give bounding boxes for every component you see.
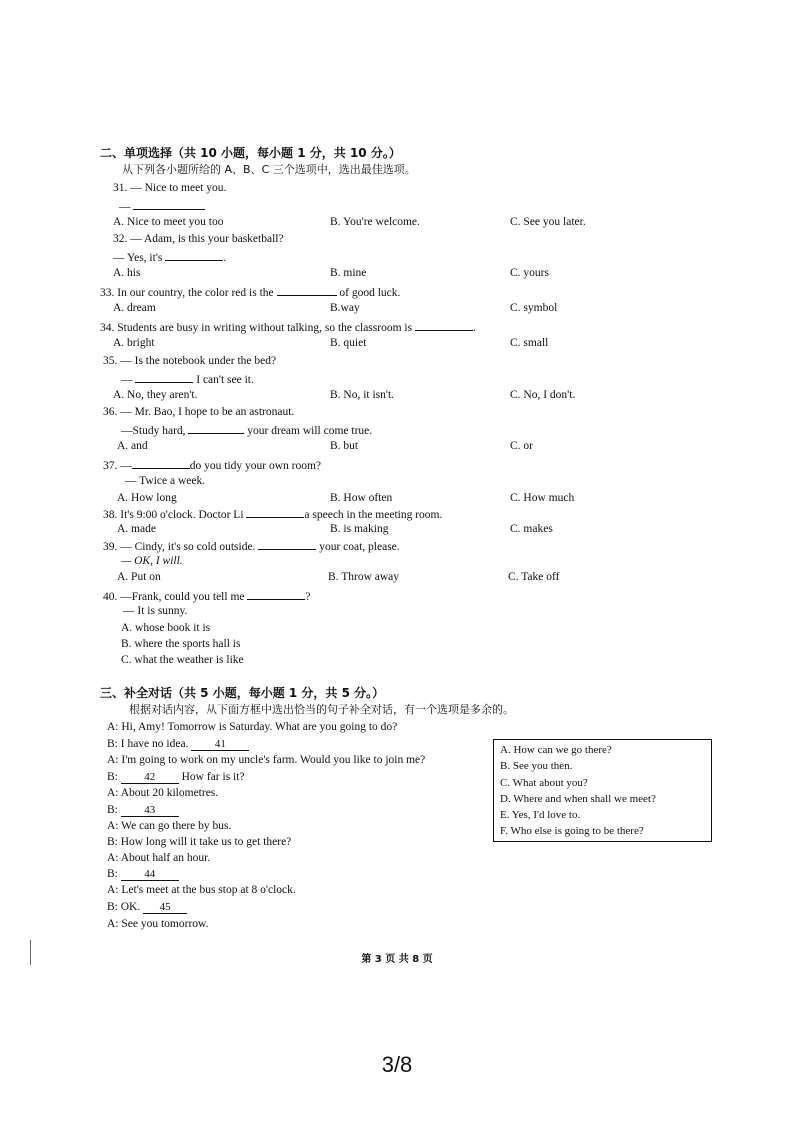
option-c[interactable]: C. small: [510, 337, 549, 349]
answer-blank-43[interactable]: 43: [121, 803, 179, 817]
option-b[interactable]: B. How often: [330, 492, 393, 504]
answer-blank[interactable]: [277, 284, 337, 296]
dialogue-line-12: B: OK. 45: [107, 900, 187, 914]
dialogue-line-4: B: 42 How far is it?: [107, 771, 245, 783]
question-40-stem: 40. —Frank, could you tell me ?: [103, 588, 310, 604]
option-a[interactable]: A. made: [117, 523, 156, 535]
question-40-option-c[interactable]: C. what the weather is like: [121, 654, 244, 666]
option-c[interactable]: C. makes: [510, 523, 553, 535]
question-33-stem: 33. In our country, the color red is the of good luck.: [100, 284, 400, 300]
option-b[interactable]: B. Throw away: [328, 571, 400, 583]
dialogue-line-1: A: Hi, Amy! Tomorrow is Saturday. What are you going to do?: [107, 721, 398, 733]
answer-blank-41[interactable]: 41: [191, 737, 249, 751]
option-c[interactable]: C. yours: [510, 267, 549, 279]
option-a[interactable]: A. Nice to meet you too: [113, 216, 224, 228]
question-39-response: — OK, I will.: [121, 555, 183, 567]
option-c[interactable]: C. How much: [510, 492, 575, 504]
option-a[interactable]: A. No, they aren't.: [113, 389, 198, 401]
question-34-stem: 34. Students are busy in writing without talking, so the classroom is .: [100, 319, 476, 335]
question-39-stem: 39. — Cindy, it's so cold outside. your coat, please.: [103, 538, 400, 554]
question-40-option-a[interactable]: A. whose book it is: [121, 622, 211, 634]
question-32-stem: 32. — Adam, is this your basketball?: [113, 233, 284, 245]
question-33-options: [113, 301, 713, 315]
question-35-response: — I can't see it.: [121, 371, 254, 387]
option-a[interactable]: A. bright: [113, 337, 155, 349]
answer-blank[interactable]: [246, 506, 304, 518]
answer-blank-44[interactable]: 44: [121, 867, 179, 881]
page-number-label: 第 3 页 共 8 页: [361, 954, 433, 965]
question-32-response: — Yes, it's .: [113, 249, 226, 265]
option-b[interactable]: B. You're welcome.: [330, 216, 420, 228]
option-b[interactable]: B.way: [330, 302, 360, 314]
answer-blank[interactable]: [247, 588, 305, 600]
section-two-instruction: 从下列各小题所给的 A、B、C 三个选项中，选出最佳选项。: [122, 163, 416, 176]
dialogue-line-3: A: I'm going to work on my uncle's farm. Would you like to join me?: [107, 754, 426, 766]
option-a[interactable]: A. and: [117, 440, 148, 452]
answer-blank-42[interactable]: 42: [121, 770, 179, 784]
question-31-stem: 31. — Nice to meet you.: [113, 182, 227, 194]
question-37-options: [117, 491, 717, 505]
option-c[interactable]: C. symbol: [510, 302, 558, 314]
answer-blank[interactable]: [188, 422, 244, 434]
question-36-stem: 36. — Mr. Bao, I hope to be an astronaut.: [103, 406, 295, 418]
box-option-d[interactable]: D. Where and when shall we meet?: [500, 792, 656, 805]
box-option-e[interactable]: E. Yes, I'd love to.: [500, 809, 581, 822]
dialogue-line-2: B: I have no idea. 41: [107, 737, 249, 751]
question-35-options: [113, 388, 713, 402]
box-option-f[interactable]: F. Who else is going to be there?: [500, 825, 644, 838]
dialogue-line-10: B: 44: [107, 867, 179, 881]
answer-blank[interactable]: [133, 198, 205, 210]
dialogue-line-5: A: About 20 kilometres.: [107, 787, 219, 799]
question-35-stem: 35. — Is the notebook under the bed?: [103, 355, 277, 367]
question-32-options: [113, 266, 713, 280]
option-c[interactable]: C. See you later.: [510, 216, 586, 228]
question-34-options: [113, 336, 713, 350]
question-39-options: [117, 570, 717, 584]
option-a[interactable]: A. Put on: [117, 571, 161, 583]
answer-blank-45[interactable]: 45: [143, 900, 187, 914]
section-two-heading: 二、单项选择（共 10 小题，每小题 1 分，共 10 分。）: [100, 146, 401, 160]
answer-blank[interactable]: [165, 249, 223, 261]
page-fraction: 3/8: [381, 1052, 413, 1077]
section-three-heading: 三、补全对话（共 5 小题，每小题 1 分，共 5 分。）: [100, 686, 385, 700]
dialogue-line-6: B: 43: [107, 803, 179, 817]
question-38-options: [117, 522, 717, 536]
question-38-stem: 38. It's 9:00 o'clock. Doctor Li a speech in the meeting room.: [103, 506, 442, 522]
option-b[interactable]: B. mine: [330, 267, 367, 279]
box-option-a[interactable]: A. How can we go there?: [500, 744, 612, 756]
question-37-stem: 37. — do you tidy your own room?: [103, 457, 321, 473]
dialogue-line-13: A: See you tomorrow.: [107, 918, 209, 930]
box-option-c[interactable]: C. What about you?: [500, 776, 588, 789]
question-37-response: — Twice a week.: [125, 475, 206, 487]
option-a[interactable]: A. his: [113, 267, 141, 279]
dialogue-line-8: B: How long will it take us to get there?: [107, 836, 292, 848]
options-box: [493, 739, 712, 842]
option-b[interactable]: B. No, it isn't.: [330, 389, 395, 401]
option-b[interactable]: B. but: [330, 440, 359, 452]
option-c[interactable]: C. or: [510, 440, 533, 452]
option-a[interactable]: A. dream: [113, 302, 156, 314]
option-a[interactable]: A. How long: [117, 492, 177, 504]
option-b[interactable]: B. quiet: [330, 337, 367, 349]
answer-blank[interactable]: [258, 538, 316, 550]
question-40-option-b[interactable]: B. where the sports hall is: [121, 638, 241, 650]
answer-blank[interactable]: [132, 457, 190, 469]
dialogue-line-7: A: We can go there by bus.: [107, 820, 232, 832]
answer-blank[interactable]: [135, 371, 193, 383]
dialogue-line-11: A: Let's meet at the bus stop at 8 o'clock.: [107, 884, 296, 896]
dialogue-line-9: A: About half an hour.: [107, 852, 211, 864]
option-c[interactable]: C. No, I don't.: [510, 389, 576, 401]
box-option-b[interactable]: B. See you then.: [500, 760, 573, 773]
question-31-response: —: [119, 198, 205, 214]
option-b[interactable]: B. is making: [330, 523, 389, 535]
question-31-options: [113, 215, 713, 229]
section-three-instruction: 根据对话内容，从下面方框中选出恰当的句子补全对话，有一个选项是多余的。: [129, 703, 514, 716]
option-c[interactable]: C. Take off: [508, 571, 560, 583]
question-40-response: — It is sunny.: [123, 605, 188, 617]
answer-blank[interactable]: [415, 319, 473, 331]
question-36-options: [117, 439, 717, 453]
question-36-response: —Study hard, your dream will come true.: [121, 422, 372, 438]
